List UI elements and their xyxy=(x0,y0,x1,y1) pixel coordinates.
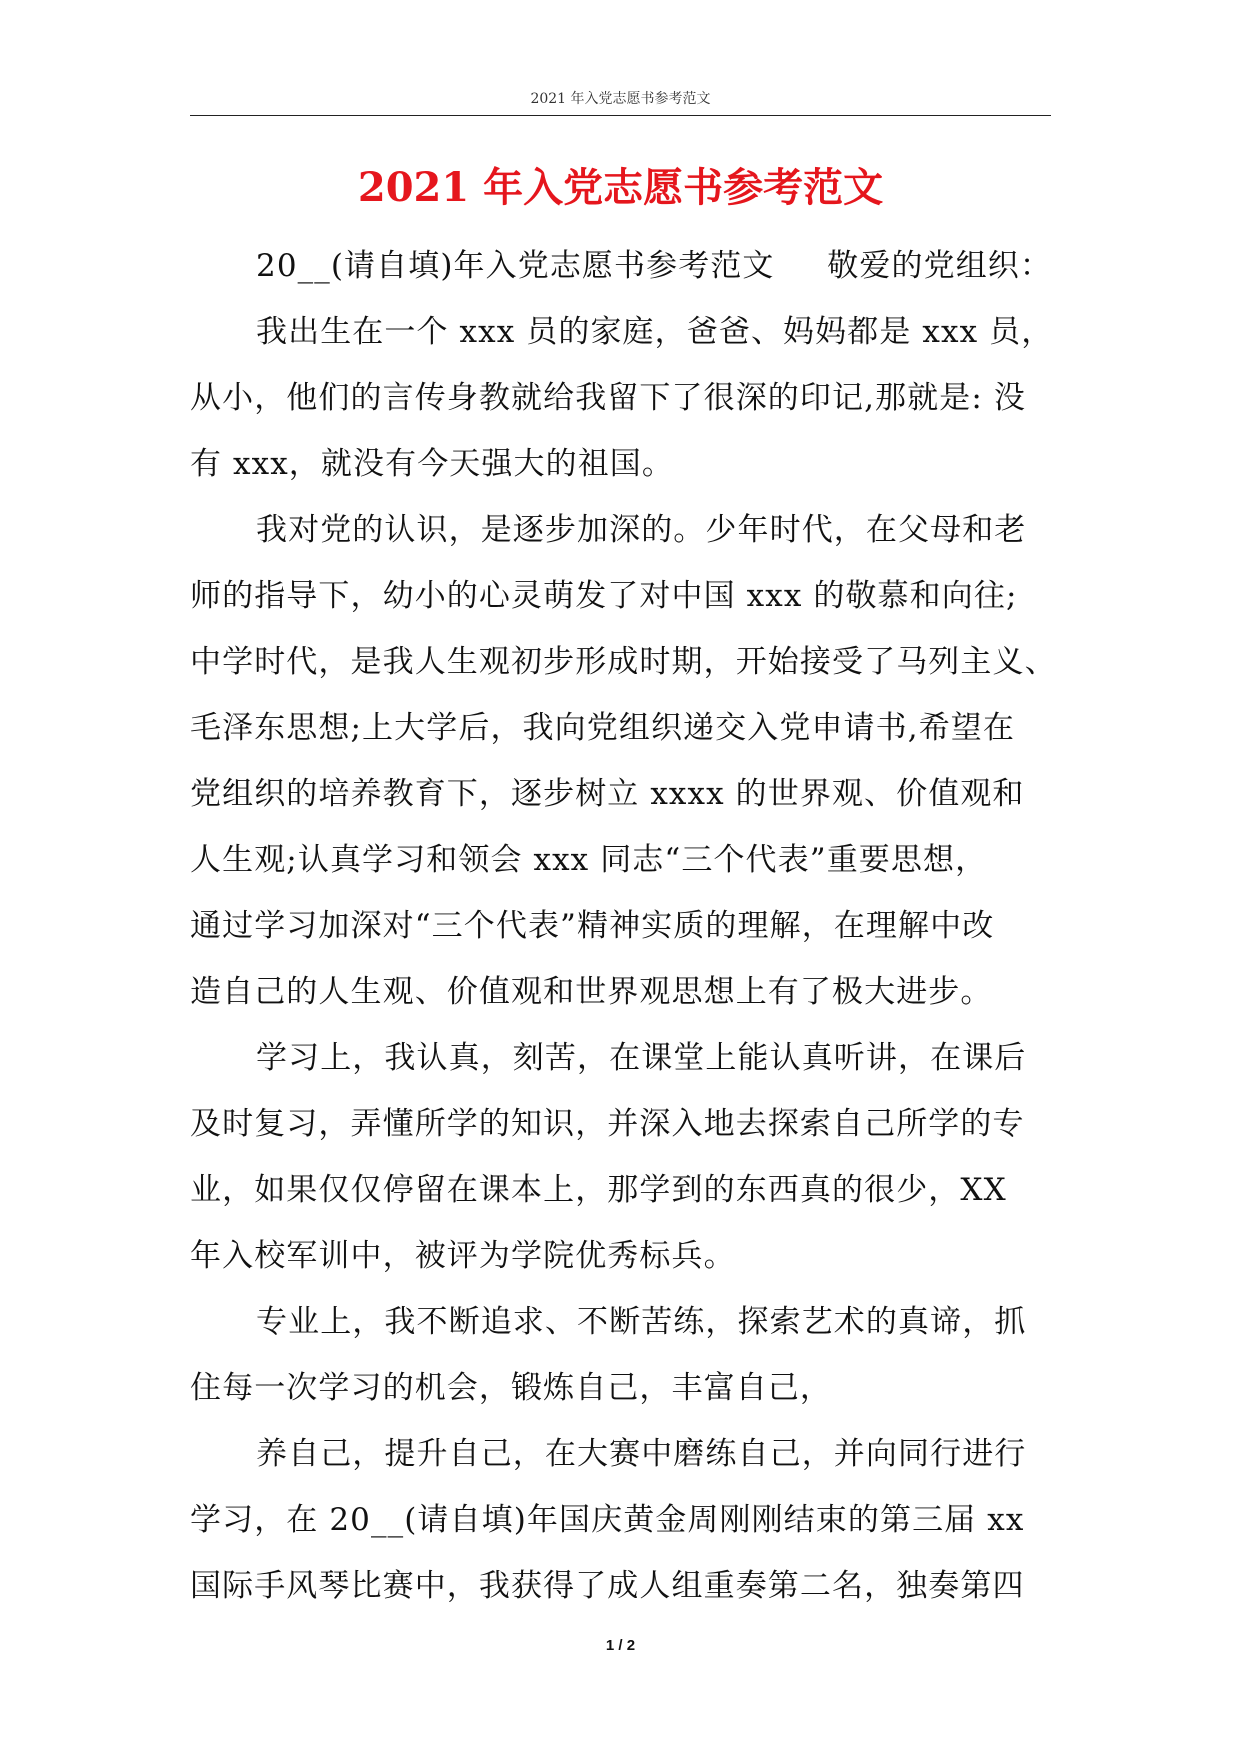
document-body xyxy=(190,233,1056,1619)
opening-line xyxy=(190,233,1056,299)
text-line: 住每一次学习的机会，锻炼自己，丰富自己， xyxy=(190,1370,832,1406)
text-line: 从小，他们的言传身教就给我留下了很深的印记,那就是: 没 xyxy=(190,380,1026,416)
text-line: 年入校军训中，被评为学院优秀标兵。 xyxy=(190,1238,736,1274)
text-line: 我对党的认识，是逐步加深的。少年时代，在父母和老 xyxy=(256,512,1027,548)
text-line: 造自己的人生观、价值观和世界观思想上有了极大进步。 xyxy=(190,974,993,1010)
page-number: 1 / 2 xyxy=(605,1637,636,1654)
document-title: 2021 年入党志愿书参考范文 xyxy=(357,164,884,211)
running-header: 2021 年入党志愿书参考范文 xyxy=(530,91,711,107)
text-line: 师的指导下，幼小的心灵萌发了对中国 xxx 的敬慕和向往; xyxy=(190,578,1018,614)
header-rule xyxy=(190,115,1051,116)
text-line: 学习上，我认真，刻苦，在课堂上能认真听讲，在课后 xyxy=(256,1040,1027,1076)
text-line: 学习，在 20__(请自填)年国庆黄金周刚刚结束的第三届 xx xyxy=(190,1502,1025,1538)
text-line: 国际手风琴比赛中，我获得了成人组重奏第二名，独奏第四 xyxy=(190,1568,1025,1604)
text-line: 养自己，提升自己，在大赛中磨练自己，并向同行进行 xyxy=(256,1436,1027,1472)
salutation: 敬爱的党组织： xyxy=(827,248,1052,284)
text-line: 业，如果仅仅停留在课本上，那学到的东西真的很少，XX xyxy=(190,1172,1007,1208)
text-line: 中学时代，是我人生观初步形成时期，开始接受了马列主义、 xyxy=(190,644,1057,680)
text-line: 党组织的培养教育下，逐步树立 xxxx 的世界观、价值观和 xyxy=(190,776,1025,812)
text-line: 我出生在一个 xxx 员的家庭，爸爸、妈妈都是 xxx 员， xyxy=(256,314,1054,350)
text-line: 及时复习，弄懂所学的知识，并深入地去探索自己所学的专 xyxy=(190,1106,1025,1142)
opening-heading: 20__(请自填)年入党志愿书参考范文 xyxy=(256,248,775,284)
text-line: 毛泽东思想;上大学后，我向党组织递交入党申请书,希望在 xyxy=(190,710,1015,746)
text-line: 专业上，我不断追求、不断苦练，探索艺术的真谛，抓 xyxy=(256,1304,1027,1340)
text-line: 人生观;认真学习和领会 xxx 同志“三个代表”重要思想， xyxy=(190,842,988,878)
text-line: 有 xxx，就没有今天强大的祖国。 xyxy=(190,446,675,482)
text-line: 通过学习加深对“三个代表”精神实质的理解，在理解中改 xyxy=(190,908,995,944)
